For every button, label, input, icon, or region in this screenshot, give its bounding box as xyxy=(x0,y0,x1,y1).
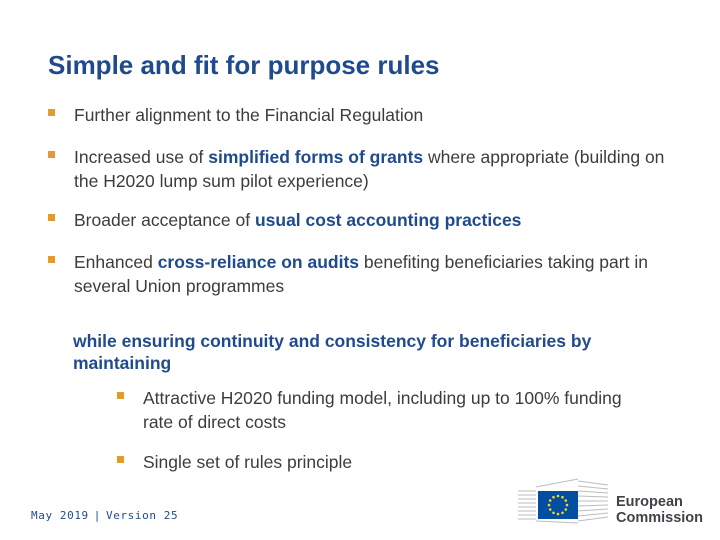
sub-bullet-text: Single set of rules principle xyxy=(143,452,353,472)
logo-text xyxy=(616,494,703,526)
footer-version: Version 25 xyxy=(106,509,179,522)
logo-line-european: European xyxy=(616,494,683,510)
footer-separator: | xyxy=(93,509,102,522)
logo-line-commission: Commission xyxy=(616,510,704,526)
square-bullet-icon xyxy=(117,392,124,399)
continuity-paragraph: while ensuring continuity and consistency for beneficiaries by maintaining xyxy=(73,331,592,373)
bullet-item xyxy=(48,103,668,127)
bullet-text: Increased use of xyxy=(74,147,209,167)
bullet-text: Broader acceptance of xyxy=(74,210,255,230)
sub-bullet-item xyxy=(117,386,637,434)
bullet-text: benefiting beneficiaries taking part in several Union programmes xyxy=(74,252,648,296)
bullet-highlight: usual cost accounting practices xyxy=(254,210,522,230)
bullet-item xyxy=(48,208,668,232)
bullet-text: Enhanced xyxy=(74,252,158,272)
footer xyxy=(31,509,178,522)
bullet-text: where appropriate (building on the H2020 lump sum pilot experience) xyxy=(74,147,665,191)
square-bullet-icon xyxy=(48,109,55,116)
square-bullet-icon xyxy=(48,214,55,221)
bullet-text: Further alignment to the Financial Regulation xyxy=(74,105,424,125)
footer-date: May 2019 xyxy=(31,509,89,522)
sub-bullet-item xyxy=(117,450,637,474)
square-bullet-icon xyxy=(117,456,124,463)
slide-title: Simple and fit for purpose rules xyxy=(48,50,440,80)
bullet-item xyxy=(48,250,668,298)
sub-bullet-text: Attractive H2020 funding model, including up to 100% funding rate of direct costs xyxy=(143,388,622,432)
square-bullet-icon xyxy=(48,151,55,158)
bullet-highlight: simplified forms of grants xyxy=(208,147,424,167)
square-bullet-icon xyxy=(48,256,55,263)
bullet-highlight: cross-reliance on audits xyxy=(157,252,360,272)
bullet-item xyxy=(48,145,668,193)
